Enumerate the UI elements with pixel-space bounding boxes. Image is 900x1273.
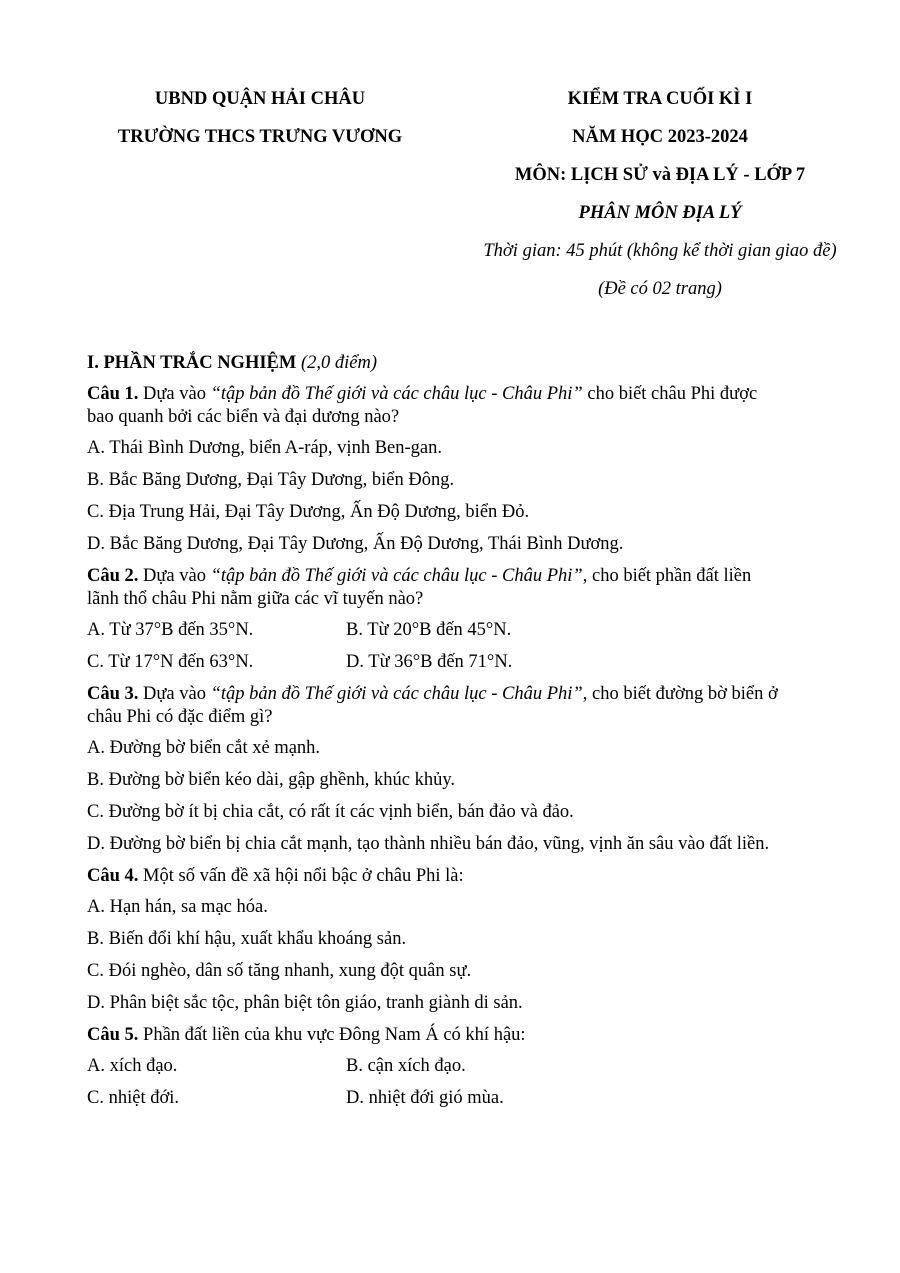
question-stem (87, 1024, 887, 1047)
answer-row (87, 1087, 887, 1110)
question-1 (87, 383, 887, 429)
answer-option: B. cận xích đạo. (346, 1056, 466, 1076)
answer-option: B. Từ 20°B đến 45°N. (346, 620, 512, 640)
question-5 (87, 1024, 887, 1047)
district-name: UBND QUẬN HẢI CHÂU (154, 89, 366, 109)
answer-option: A. Hạn hán, sa mạc hóa. (87, 897, 268, 917)
question-label: Câu 2. (87, 566, 139, 586)
question-stem-cont: lãnh thổ châu Phi nằm giữa các vĩ tuyến nào? (87, 589, 424, 609)
answer-option: B. Bắc Băng Dương, Đại Tây Dương, biển Đông. (87, 470, 455, 490)
atlas-reference: “tập bản đồ Thế giới và các châu lục - Châu Phi” (210, 566, 583, 586)
answer-option: D. Bắc Băng Dương, Đại Tây Dương, Ấn Độ Dương, Thái Bình Dương. (87, 534, 624, 554)
school-year: NĂM HỌC 2023-2024 (572, 127, 748, 147)
question-3 (87, 683, 887, 729)
answer-option: A. Từ 37°B đến 35°N. (87, 620, 254, 640)
exam-header (455, 86, 865, 314)
exam-title: KIỂM TRA CUỐI KÌ I (567, 89, 753, 109)
answer-option: C. nhiệt đới. (87, 1088, 180, 1108)
answer-option: A. Đường bờ biển cắt xẻ mạnh. (87, 738, 321, 758)
answer-option: D. Từ 36°B đến 71°N. (346, 652, 513, 672)
section-heading (87, 352, 887, 375)
subject-line: MÔN: LỊCH SỬ và ĐỊA LÝ - LỚP 7 (514, 165, 806, 185)
question-label: Câu 1. (87, 384, 139, 404)
question-stem (87, 383, 887, 406)
answer-option: C. Đường bờ ít bị chia cắt, có rất ít các vịnh biển, bán đảo và đảo. (87, 802, 574, 822)
answer-row (87, 651, 887, 674)
question-stem (87, 565, 887, 588)
answer-option: A. Thái Bình Dương, biển A-ráp, vịnh Ben-gan. (87, 438, 442, 458)
page-count: (Đề có 02 trang) (598, 279, 722, 299)
question-text: Dựa vào (138, 384, 211, 404)
atlas-reference: “tập bản đồ Thế giới và các châu lục - Châu Phi” (210, 684, 583, 704)
answer-option: B. Đường bờ biển kéo dài, gập ghềnh, khúc khủy. (87, 770, 456, 790)
question-stem (87, 865, 887, 888)
answer-option: D. Phân biệt sắc tộc, phân biệt tôn giáo, tranh giành di sản. (87, 993, 523, 1013)
question-text: Phần đất liền của khu vực Đông Nam Á có khí hậu: (138, 1025, 526, 1045)
time-limit: Thời gian: 45 phút (không kể thời gian giao đề) (483, 241, 837, 261)
question-label: Câu 4. (87, 866, 139, 886)
subject-part: PHÂN MÔN ĐỊA LÝ (578, 203, 742, 223)
answer-option: A. xích đạo. (87, 1056, 178, 1076)
atlas-reference: “tập bản đồ Thế giới và các châu lục - Châu Phi” (210, 384, 583, 404)
question-2 (87, 565, 887, 611)
answer-row (87, 619, 887, 642)
answer-option: D. nhiệt đới gió mùa. (346, 1088, 504, 1108)
answer-option: C. Đói nghèo, dân số tăng nhanh, xung đột quân sự. (87, 961, 472, 981)
question-4 (87, 865, 887, 888)
exam-body (87, 352, 887, 1119)
answer-option: C. Địa Trung Hải, Đại Tây Dương, Ấn Độ Dương, biển Đỏ. (87, 502, 530, 522)
question-label: Câu 5. (87, 1025, 139, 1045)
question-stem-cont: bao quanh bởi các biển và đại dương nào? (87, 407, 400, 427)
school-name: TRƯỜNG THCS TRƯNG VƯƠNG (117, 127, 403, 147)
answer-row (87, 1055, 887, 1078)
question-text: , cho biết phần đất liền (582, 566, 752, 586)
question-label: Câu 3. (87, 684, 139, 704)
question-text: Dựa vào (138, 566, 211, 586)
answer-option: C. Từ 17°N đến 63°N. (87, 652, 254, 672)
section-title: I. PHẦN TRẮC NGHIỆM (87, 353, 297, 373)
school-header (60, 86, 460, 162)
question-text: Dựa vào (138, 684, 211, 704)
question-text: cho biết châu Phi được (582, 384, 758, 404)
answer-option: B. Biến đổi khí hậu, xuất khẩu khoáng sản. (87, 929, 407, 949)
question-stem-cont: châu Phi có đặc điểm gì? (87, 707, 273, 727)
question-stem (87, 683, 887, 706)
question-text: Một số vấn đề xã hội nổi bậc ở châu Phi là: (138, 866, 464, 886)
section-points: (2,0 điểm) (300, 353, 378, 373)
question-text: , cho biết đường bờ biển ở (582, 684, 778, 704)
answer-option: D. Đường bờ biển bị chia cắt mạnh, tạo thành nhiều bán đảo, vũng, vịnh ăn sâu vào đất liền. (87, 834, 770, 854)
